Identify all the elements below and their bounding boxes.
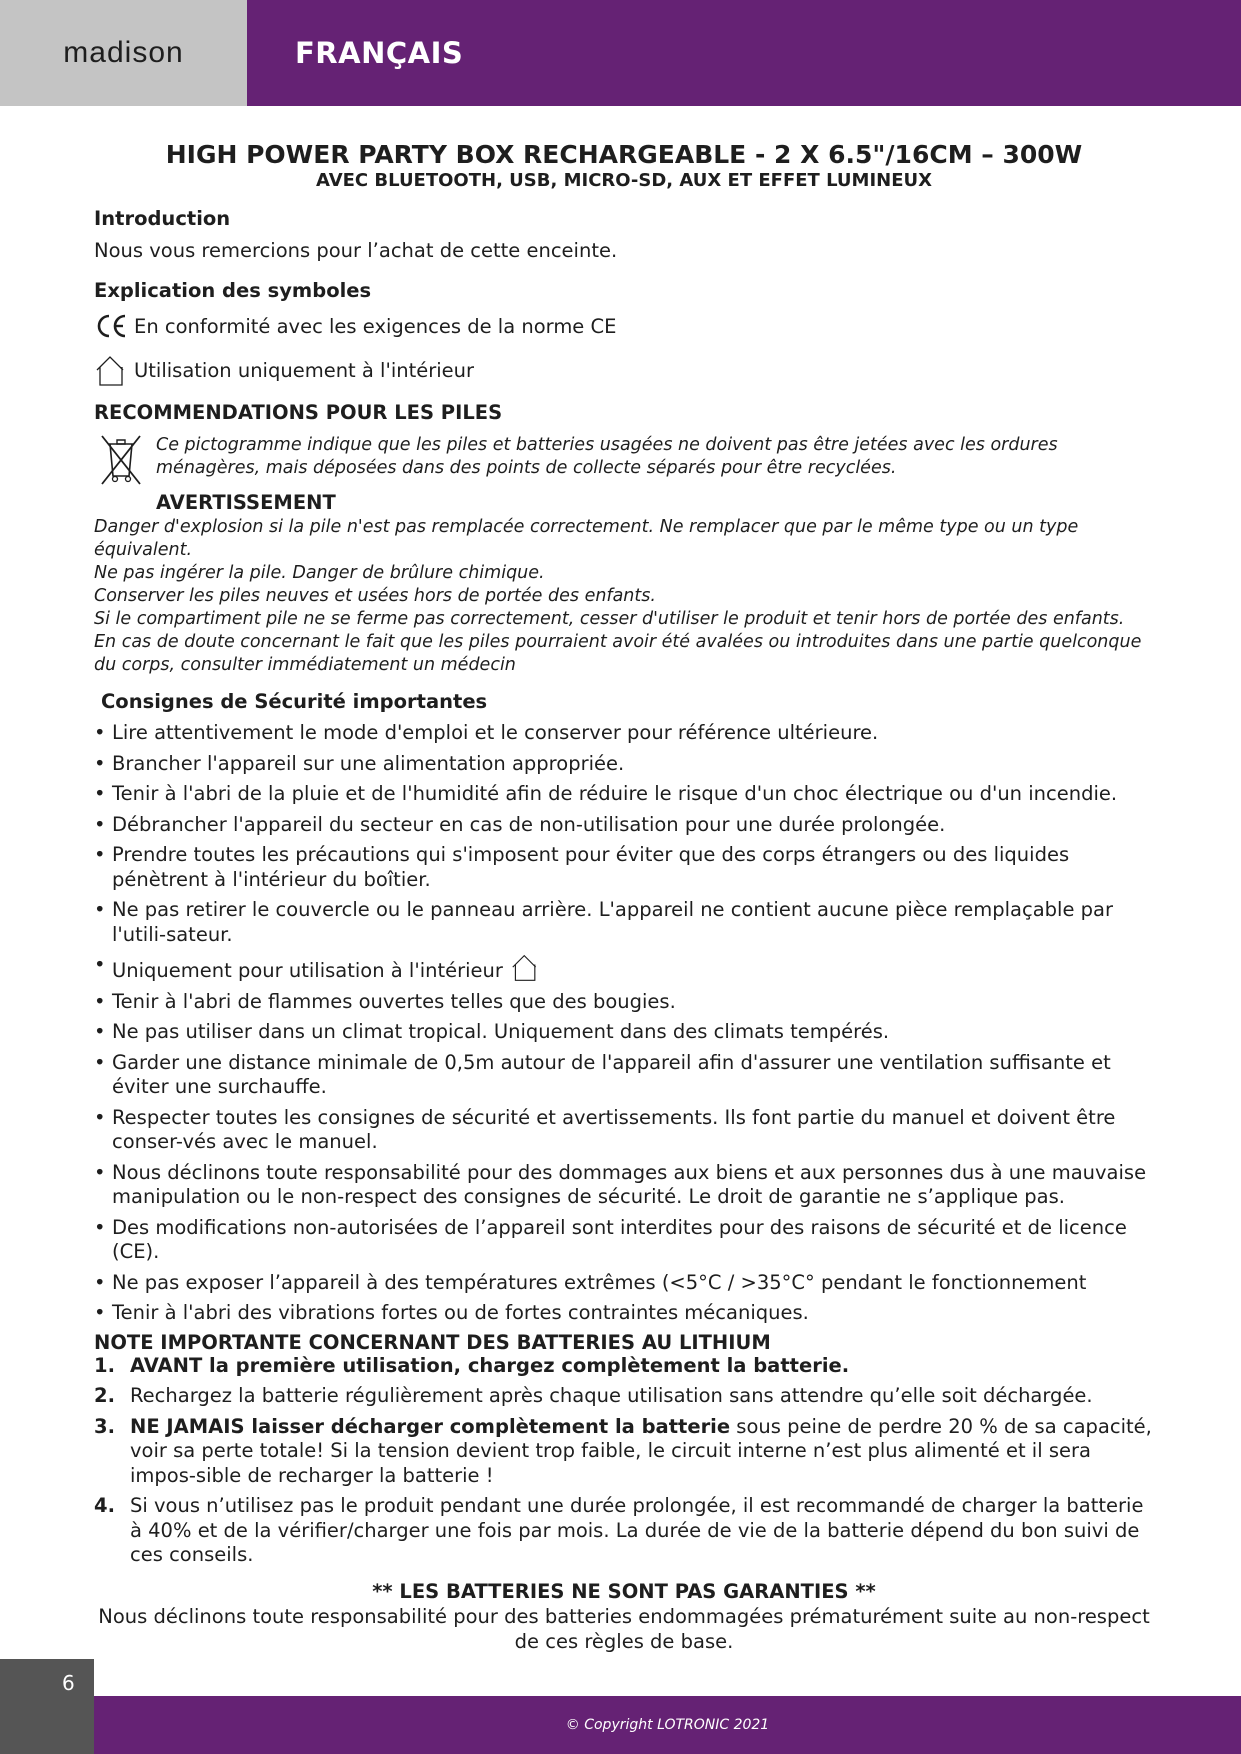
footer xyxy=(94,1696,1241,1754)
brand-logo xyxy=(0,0,247,106)
step-text: Si vous n’utilisez pas le produit pendant une durée prolongée, il est recommandé de charger la batterie à 40% et de la vérifier/charger une fois par mois. La durée de vie de la batterie dépend du bon suivi de ces conseils. xyxy=(130,1494,1144,1566)
page-title: HIGH POWER PARTY BOX RECHARGEABLE - 2 X 6.5"/16CM – 300W xyxy=(165,140,1083,169)
warning-line: Ne pas ingérer la pile. Danger de brûlure chimique. xyxy=(94,563,545,583)
lithium-list xyxy=(94,1354,1154,1568)
warning-line: Danger d'explosion si la pile n'est pas remplacée correctement. Ne remplacer que par le même type ou un type équivalent. xyxy=(94,517,1079,560)
list-item: • Garder une distance minimale de 0,5m autour de l'appareil afin d'assurer une ventilation suffisante et éviter une surchauffe. xyxy=(94,1051,1154,1100)
list-item: • Brancher l'appareil sur une alimentation appropriée. xyxy=(94,752,1154,777)
warning-line: Si le compartiment pile ne se ferme pas correctement, cesser d'utiliser le produit et tenir hors de portée des enfants. xyxy=(94,609,1125,629)
list-item: • Ne pas utiliser dans un climat tropical. Uniquement dans des climats tempérés. xyxy=(94,1020,1154,1045)
list-item: • Lire attentivement le mode d'emploi et le conserver pour référence ultérieure. xyxy=(94,721,1154,746)
step-bold: AVANT la première utilisation, chargez complètement la batterie. xyxy=(130,1353,850,1377)
list-item: • Ne pas exposer l’appareil à des températures extrêmes (<5°C / >35°C° pendant le fonctionnement xyxy=(94,1271,1154,1296)
list-item: • Des modifications non-autorisées de l’appareil sont interdites pour des raisons de sécurité et de licence (CE). xyxy=(94,1216,1154,1265)
symbols-heading: Explication des symboles xyxy=(94,279,372,302)
step-text: sous peine de perdre 20 % de sa capacité, voir sa perte totale! Si la tension devient trop faible, le circuit interne n’est plus alimenté et il sera impos-sible de recharger la batterie ! xyxy=(130,1414,1152,1487)
weee-text: Ce pictogramme indique que les piles et batteries usagées ne doivent pas être jetées avec les ordures ménagères, mais déposées dans des points de collecte séparés pour être recyclées. xyxy=(156,435,1058,478)
list-item: • Nous déclinons toute responsabilité pour des dommages aux biens et aux personnes dus à une mauvaise manipulation ou le non-respect des consignes de sécurité. Le droit de garantie ne s’applique pas. xyxy=(94,1161,1154,1210)
intro-text: Nous vous remercions pour l’achat de cette enceinte. xyxy=(94,239,618,262)
list-item xyxy=(94,1384,1154,1409)
list-item: • Débrancher l'appareil du secteur en cas de non-utilisation pour une durée prolongée. xyxy=(94,813,1154,838)
safety-list xyxy=(94,721,1154,1326)
intro-heading: Introduction xyxy=(94,207,231,230)
step-text: Rechargez la batterie régulièrement après chaque utilisation sans attendre qu’elle soit déchargée. xyxy=(130,1384,1093,1407)
warning-heading: AVERTISSEMENT xyxy=(156,491,336,514)
list-item xyxy=(94,953,1154,984)
list-item: • Prendre toutes les précautions qui s'imposent pour éviter que des corps étrangers ou des liquides pénètrent à l'intérieur du boîtier. xyxy=(94,843,1154,892)
warning-line: En cas de doute concernant le fait que les piles pourraient avoir été avalées ou introduites dans une partie quelconque du corps, consulter immédiatement un médecin xyxy=(94,632,1142,675)
language-header xyxy=(247,0,1241,106)
indoor-only-text: Uniquement pour utilisation à l'intérieur xyxy=(112,959,503,982)
list-item: • Tenir à l'abri de la pluie et de l'humidité afin de réduire le risque d'un choc électrique ou d'un incendie. xyxy=(94,782,1154,807)
list-item xyxy=(94,1415,1154,1489)
house-icon xyxy=(509,953,543,983)
list-item xyxy=(94,1494,1154,1568)
lithium-heading: NOTE IMPORTANTE CONCERNANT DES BATTERIES AU LITHIUM xyxy=(94,1330,771,1354)
step-bold: NE JAMAIS laisser décharger complètement la batterie xyxy=(130,1414,731,1438)
language-label: FRANÇAIS xyxy=(295,36,464,70)
guarantee-heading: ** LES BATTERIES NE SONT PAS GARANTIES ** xyxy=(372,1579,876,1603)
indoor-symbol-row xyxy=(94,354,1154,388)
ce-symbol-row xyxy=(94,310,1154,344)
indoor-text: Utilisation uniquement à l'intérieur xyxy=(134,359,475,382)
manual-content xyxy=(94,140,1154,1654)
list-item xyxy=(94,1354,1154,1379)
warning-lines xyxy=(94,516,1154,677)
step-number: 1. xyxy=(94,1353,115,1377)
step-number: 3. xyxy=(94,1414,115,1438)
page-number: 6 xyxy=(62,1671,75,1695)
copyright: © Copyright LOTRONIC 2021 xyxy=(565,1717,770,1733)
step-number: 2. xyxy=(94,1384,115,1407)
ce-text: En conformité avec les exigences de la norme CE xyxy=(134,315,617,338)
step-number: 4. xyxy=(94,1494,115,1517)
warning-line: Conserver les piles neuves et usées hors de portée des enfants. xyxy=(94,586,656,606)
page-subtitle: AVEC BLUETOOTH, USB, MICRO-SD, AUX ET EFFET LUMINEUX xyxy=(315,170,933,191)
guarantee-text: Nous déclinons toute responsabilité pour des batteries endommagées prématurément suite au non-respect de ces règles de base. xyxy=(98,1604,1150,1653)
safety-heading: Consignes de Sécurité importantes xyxy=(101,690,488,713)
house-icon xyxy=(94,354,130,388)
weee-row xyxy=(94,434,1154,516)
logo-text: madison xyxy=(63,36,184,69)
list-item: • Tenir à l'abri de flammes ouvertes telles que des bougies. xyxy=(94,990,1154,1015)
crossed-bin-icon xyxy=(94,430,148,488)
ce-mark-icon xyxy=(94,310,130,344)
list-item: • Ne pas retirer le couvercle ou le panneau arrière. L'appareil ne contient aucune pièce remplaçable par l'utili-sateur. xyxy=(94,898,1154,947)
battery-recs-heading: RECOMMENDATIONS POUR LES PILES xyxy=(94,401,503,424)
list-item: • Respecter toutes les consignes de sécurité et avertissements. Ils font partie du manuel et doivent être conser-vés avec le manuel. xyxy=(94,1106,1154,1155)
page-number-box xyxy=(0,1659,94,1754)
list-item: • Tenir à l'abri des vibrations fortes ou de fortes contraintes mécaniques. xyxy=(94,1301,1154,1326)
